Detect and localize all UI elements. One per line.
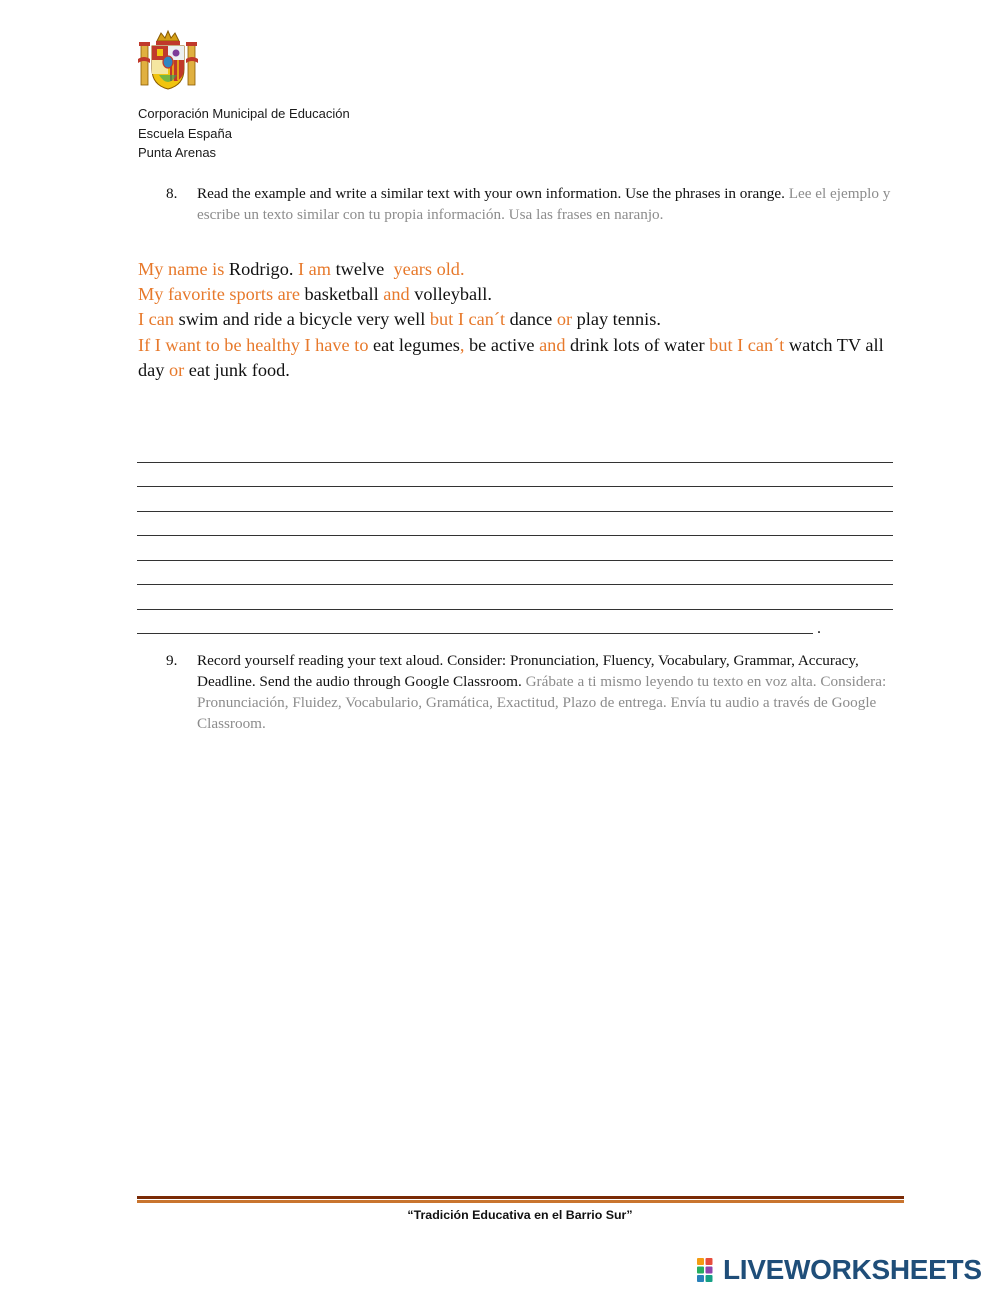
example-word: dance [509,309,553,330]
instruction-english: Record yourself reading your text aloud. Consider: Pronunciation, Fluency, Vocabulary, Grammar, Accuracy, Deadline. Send the audio through Google Classroom. [197,652,859,690]
example-word: eat legumes [373,334,460,355]
orange-phrase: and [539,334,566,355]
writing-line[interactable] [137,561,893,586]
question-number: 9. [166,652,178,669]
line-end-period: . [817,620,821,637]
orange-phrase: My name is [138,259,225,279]
example-sentence [138,257,890,282]
example-word: volleyball. [414,284,492,305]
writing-line[interactable] [137,512,893,537]
orange-phrase: I can [138,309,175,330]
orange-phrase: years old. [393,259,465,279]
example-text [138,257,890,383]
question-instructions [197,183,900,225]
writing-line[interactable] [137,438,893,463]
writing-line[interactable] [137,585,893,610]
instruction-spanish: Grábate a ti mismo leyendo tu texto en voz alta. Considera: Pronunciación, Fluidez, Vocabulario, Gramática, Exactitud, Plazo de entrega. Envía tu audio a través de Google Classroom. [197,673,887,732]
orange-phrase: I am [297,259,331,279]
example-word: basketball [304,284,379,305]
example-word: Rodrigo. [228,259,294,279]
example-word: twelve [335,259,385,279]
orange-phrase: but I can´t [429,309,506,330]
orange-phrase: If I want to be healthy I have to [138,334,369,355]
instruction-spanish: Lee el ejemplo y escribe un texto similar con tu propia información. Usa las frases en naranjo. [197,185,891,223]
example-word: be active [469,334,535,355]
header-school-name: Escuela España [138,125,232,141]
question-9 [166,650,900,734]
school-header [138,104,350,163]
example-word: swim and ride a bicycle very well [178,309,426,330]
question-instructions [197,650,900,734]
header-organization: Corporación Municipal de Educación [138,106,350,121]
example-word: play tennis. [576,309,661,330]
footer-rule [137,1196,904,1203]
spanish-coat-of-arms-icon [137,29,199,91]
liveworksheets-brand[interactable] [697,1255,982,1285]
footer-motto: “Tradición Educativa en el Barrio Sur” [407,1208,633,1222]
writing-line[interactable] [137,463,893,488]
example-sentence [138,307,890,332]
example-word: drink lots of water [570,334,705,355]
writing-line[interactable] [137,536,893,561]
question-number: 8. [166,185,178,202]
orange-phrase: , [459,334,465,355]
example-sentence [138,282,890,307]
example-word: watch TV all day [138,334,884,380]
example-word: eat junk food. [188,359,290,380]
orange-phrase: My favorite sports are [138,284,300,305]
instruction-english: Read the example and write a similar text with your own information. Use the phrases in orange. [197,185,785,202]
orange-phrase: and [383,284,410,305]
school-crest [137,29,199,91]
answer-area[interactable] [137,438,893,637]
orange-phrase: but I can´t [709,334,785,355]
example-sentence [138,333,890,383]
brand-name: LIVEWORKSHEETS [723,1254,982,1285]
writing-line[interactable] [137,610,821,637]
liveworksheets-logo-icon [697,1258,721,1282]
header-city: Punta Arenas [138,145,217,160]
orange-phrase: or [168,359,185,380]
orange-phrase: or [556,309,573,330]
question-8 [166,183,900,225]
writing-line[interactable] [137,487,893,512]
